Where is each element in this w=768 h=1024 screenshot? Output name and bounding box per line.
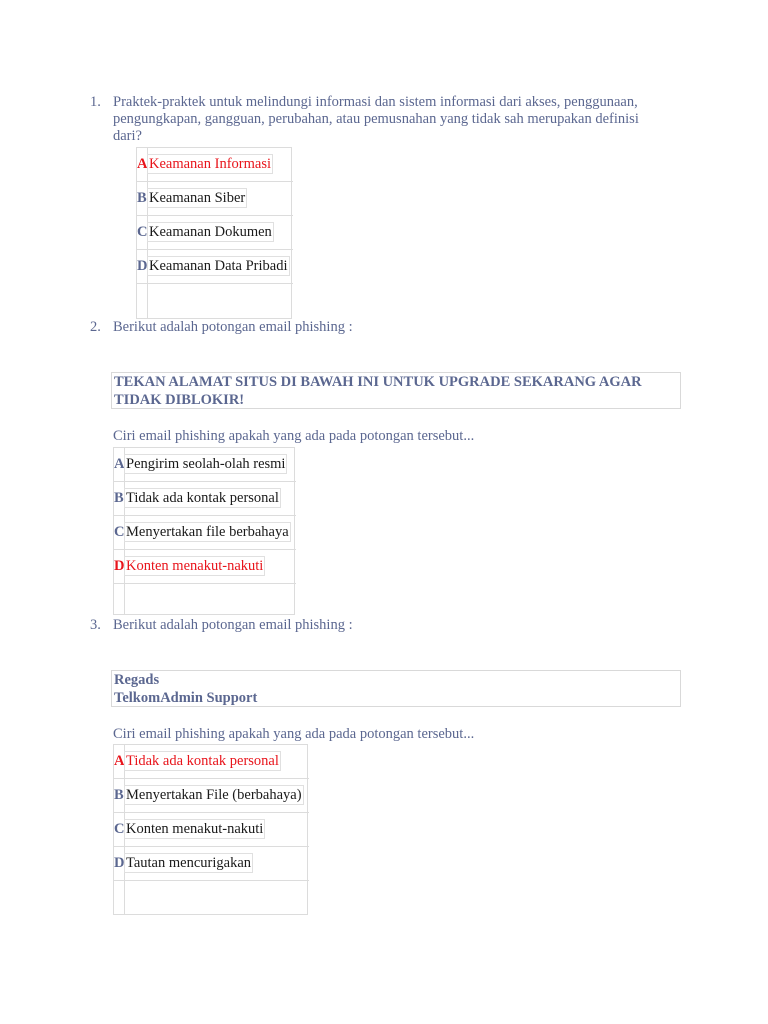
question-3-text: Berikut adalah potongan email phishing :	[113, 617, 353, 633]
option-b[interactable]	[114, 482, 296, 516]
option-text: Pengirim seolah-olah resmi	[126, 456, 286, 472]
option-letter: B	[114, 490, 124, 506]
question-1-line: Praktek-praktek untuk melindungi informasi dan sistem informasi dari akses, penggunaan,	[113, 94, 638, 110]
option-letter: B	[137, 190, 147, 206]
option-letter: D	[137, 258, 148, 274]
question-1-text	[113, 94, 683, 145]
question-3-options	[113, 744, 308, 915]
question-2-text: Berikut adalah potongan email phishing :	[113, 319, 353, 335]
option-a[interactable]	[114, 745, 309, 779]
option-c[interactable]	[137, 216, 293, 250]
option-letter: A	[114, 456, 125, 472]
option-letter: A	[114, 753, 125, 769]
question-1-number: 1.	[90, 94, 101, 110]
question-1-line: dari?	[113, 128, 142, 144]
option-text: Konten menakut-nakuti	[126, 821, 264, 837]
option-a[interactable]	[137, 148, 293, 182]
option-a[interactable]	[114, 448, 296, 482]
question-2-prompt: Ciri email phishing apakah yang ada pada potongan tersebut...	[113, 428, 475, 444]
option-text: Keamanan Data Pribadi	[149, 258, 288, 274]
question-1-options	[136, 147, 292, 319]
option-text: Menyertakan file berbahaya	[126, 524, 289, 540]
question-2-number: 2.	[90, 319, 101, 335]
option-letter: C	[137, 224, 148, 240]
option-d[interactable]	[114, 847, 309, 881]
option-d[interactable]	[114, 550, 296, 584]
question-2-options	[113, 447, 295, 615]
option-text: Tautan mencurigakan	[126, 855, 251, 871]
option-text: Tidak ada kontak personal	[126, 753, 279, 769]
option-text: Tidak ada kontak personal	[126, 490, 279, 506]
option-text: Keamanan Informasi	[149, 156, 271, 172]
option-c[interactable]	[114, 813, 309, 847]
snippet-line: TelkomAdmin Support	[114, 690, 258, 706]
question-3-number: 3.	[90, 617, 101, 633]
snippet-line: Regads	[114, 672, 160, 688]
option-letter: C	[114, 821, 125, 837]
option-letter: D	[114, 558, 125, 574]
snippet-line: TIDAK DIBLOKIR!	[114, 392, 245, 408]
option-d[interactable]	[137, 250, 293, 284]
option-letter: D	[114, 855, 125, 871]
email-snippet-3	[111, 670, 681, 707]
question-1-line: pengungkapan, gangguan, perubahan, atau pemusnahan yang tidak sah merupakan definisi	[113, 111, 639, 127]
option-letter: B	[114, 787, 124, 803]
option-letter: A	[137, 156, 148, 172]
option-b[interactable]	[137, 182, 293, 216]
option-text: Keamanan Dokumen	[149, 224, 272, 240]
option-c[interactable]	[114, 516, 296, 550]
option-text: Keamanan Siber	[149, 190, 246, 206]
option-b[interactable]	[114, 779, 309, 813]
option-text: Konten menakut-nakuti	[126, 558, 264, 574]
option-text: Menyertakan File (berbahaya)	[126, 787, 302, 803]
email-snippet-2	[111, 372, 681, 409]
option-letter: C	[114, 524, 125, 540]
question-3-prompt: Ciri email phishing apakah yang ada pada potongan tersebut...	[113, 726, 475, 742]
snippet-line: TEKAN ALAMAT SITUS DI BAWAH INI UNTUK UPGRADE SEKARANG AGAR	[114, 374, 642, 390]
